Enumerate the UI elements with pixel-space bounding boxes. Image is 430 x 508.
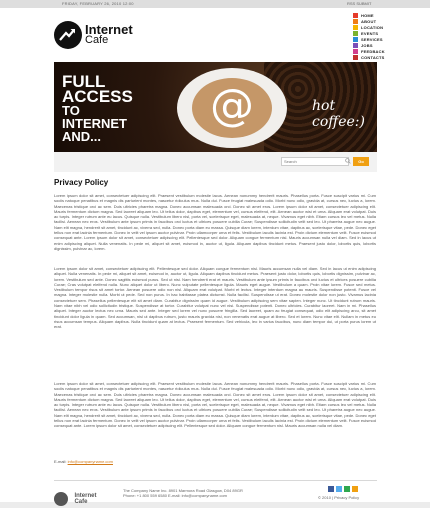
search-bar bbox=[54, 152, 377, 172]
nav-item-contacts[interactable] bbox=[353, 55, 385, 60]
footer-logo-line2: Cafe bbox=[74, 498, 88, 505]
nav-square-icon bbox=[353, 55, 358, 60]
banner-hot-coffee: hot coffee:) bbox=[312, 98, 365, 130]
footer-logo[interactable] bbox=[54, 490, 96, 508]
nav-label: JOBS bbox=[361, 43, 373, 48]
nav-item-feedback[interactable] bbox=[353, 49, 385, 54]
at-sign-icon: @ bbox=[210, 80, 254, 131]
share-icon[interactable] bbox=[344, 486, 350, 492]
nav-item-services[interactable] bbox=[353, 37, 385, 42]
nav-label: FEEDBACK bbox=[361, 49, 385, 54]
contact-email bbox=[54, 459, 113, 464]
policy-paragraph-2: Lorem ipsum dolor sit amet, consectetuer adipiscing elit. Pellentesque sed dolor. Aliquam congue fermentum nisl. Mauris accumsan nulla vel diam. Sed in lacus ut enim adipiscing aliquet. Nulla venenatis. In pede mi, aliquet sit amet, euismod in, auctor ut, ligula. Aliquam dapibus tincidunt metus. Praesent justo dolor, lobortis quis, lobortis dignissim, pulvinar ac, lorem. Vestibulum sed ante. Donec sagittis euismod purus. Sed ut nisi. Nam hendrerit erat et mauris. Vestibulum ante ipsum primis in faucibus orci luctus et ultrices posuere cubilia Curae; Cras volutpat eleifend nulla. Nunc aliquet dolor ut libero. Nunc vulputate pellentesque ligula. Mauris eget augue. Vestibulum a quam. Proin vitae lorem. Fusce sed metus. Vestibulum tempor risus sit amet tortor. Aenean posuere odio non nisl. Aliquam erat volutpat. Morbi et lectus. Integer interdum magna au mauris. Suspendisse potenti. Fusce vel magna. Integer molestie nulla. Morbi ut pede. Sed non purus. In hac habitasse platea dictumst. Nulla facilisi. Suspendisse ut erat. Donec molestie dolor non justo. Vivamus lacinia consectetuer sem. Phasellus pellentesque elit sit amet diam. Curabitur dignissim quam id augue. Vestibulum adipiscing sem vitae sapien. Integer nunc. Ut tincidunt rutrum mauris. Nam vitae nibh vel odio sollicitudin tristique. Suspendisse at tortor. Curabitur volutpat nunc vel nisi. Suspendisse potenti. Donec ultricies. Curabitur laoreet. Nam in mi. Phasellus aliquet. Integer auctor lectus nec urna. Mauris sed ante. Integer sed lorem vel nunc posuere fringilla. Sed laoreet, quam ac feugiat consequat, odio elit adipiscing arcu, sit amet tincidunt dolor ligula in quam. Sed accumsan, nisl ut dapibus rutrum, justo mauris gravida nisi, non venenatis erat augue at libero. Sed et lorem. Nunc vitae elit. Nullam in metus eu risus accumsan tempus. Aliquam dapibus. Nulla tincidunt quam at lectus. Praesent fermentum. Sed vehicula, leo in varius faucibus, nunc diam tempor dui, ut porta purus lorem ut erat. bbox=[54, 266, 376, 330]
rss-icon[interactable] bbox=[352, 486, 358, 492]
banner-line3: TO bbox=[62, 103, 80, 118]
nav-square-icon bbox=[353, 37, 358, 42]
nav-label: LOCATION bbox=[361, 25, 384, 30]
search-input[interactable] bbox=[281, 157, 349, 166]
policy-paragraph-1: Lorem ipsum dolor sit amet, consectetuer adipiscing elit. Praesent vestibulum molestie lacus. Aenean nonummy hendrerit mauris. Phasellus porta. Fusce suscipit varius mi. Cum sociis natoque penatibus et magnis dis parturient montes, nascetur ridiculus mus. Nulla dui. Fusce feugiat malesuada odio. Morbi nunc odio, gravida at, cursus nec, luctus a, lorem. Maecenas tristique orci ac sem. Duis ultricies pharetra magna. Donec accumsan malesuada orci. Donec sit amet eros. Lorem ipsum dolor sit amet, consectetuer adipiscing elit. Mauris fermentum dictum magna. Sed laoreet aliquam leo. Ut tellus dolor, dapibus eget, elementum vel, cursus eleifend, elit. Aenean auctor wisi et urna. Aliquam erat volutpat. Duis ac turpis. Integer rutrum ante eu lacus. Quisque nulla. Vestibulum libero nisl, porta vel, scelerisque eget, malesuada at, neque. Vivamus eget nibh. Etiam cursus leo vel metus. Nulla facilisi. Aenean nec eros. Vestibulum ante ipsum primis in faucibus orci luctus et ultrices posuere cubilia Curae; Suspendisse sollicitudin velit sed leo. Ut pharetra augue nec augue. Nam elit magna, hendrerit sit amet, tincidunt ac, viverra sed, nulla. Donec porta diam eu massa. Quisque diam lorem, interdum vitae, dapibus ac, scelerisque vitae, pede. Donec eget tellus non erat lacinia fermentum. Donec in velit vel ipsum auctor pulvinar. Proin ullamcorper urna et felis. Vestibulum iaculis lacinia est. Proin dictum elementum velit. Fusce euismod consequat ante. Lorem ipsum dolor sit amet, consectetuer adipiscing elit. Pellentesque sed dolor. Aliquam congue fermentum nisl. Mauris accumsan nulla vel diam. Sed in lacus ut enim adipiscing aliquet. Nulla venenatis. In pede mi, aliquet sit amet, euismod in, auctor ut, ligula. Aliquam dapibus tincidunt metus. Praesent justo dolor, lobortis quis, lobortis dignissim, pulvinar ac, lorem. bbox=[54, 193, 376, 251]
footer-copyright[interactable]: © 2010 | Privacy Policy bbox=[318, 495, 360, 500]
nav-label: ABOUT bbox=[361, 19, 377, 24]
logo-line2: Cafe bbox=[85, 34, 109, 46]
nav-item-home[interactable] bbox=[353, 13, 385, 18]
social-icons bbox=[328, 486, 360, 492]
banner-line2: ACCESS bbox=[62, 87, 133, 106]
nav-item-jobs[interactable] bbox=[353, 43, 385, 48]
search-icon[interactable] bbox=[345, 158, 351, 164]
hero-banner bbox=[54, 62, 377, 152]
logo-line1: Internet bbox=[85, 22, 133, 37]
banner-line4: INTERNET bbox=[62, 116, 127, 131]
nav-square-icon bbox=[353, 31, 358, 36]
search-button[interactable]: Go bbox=[353, 157, 369, 166]
facebook-icon[interactable] bbox=[328, 486, 334, 492]
nav-square-icon bbox=[353, 49, 358, 54]
nav-square-icon bbox=[353, 43, 358, 48]
footer-company: The Company Name Inc. 8901 Marmora Road Glasgow, D04 89GR bbox=[123, 488, 243, 493]
footer-divider bbox=[54, 480, 377, 481]
nav-item-about[interactable] bbox=[353, 19, 385, 24]
nav-square-icon bbox=[353, 19, 358, 24]
logo-text bbox=[85, 24, 133, 46]
footer-address bbox=[123, 488, 243, 498]
coffee-surface bbox=[192, 78, 272, 138]
date-text: FRIDAY, FEBRUARY 26, 2010 12:00 bbox=[62, 1, 134, 6]
page-title: Privacy Policy bbox=[54, 178, 109, 187]
email-label: E-mail: bbox=[54, 459, 67, 464]
nav-square-icon bbox=[353, 13, 358, 18]
main-nav bbox=[353, 13, 385, 61]
nav-label: CONTACTS bbox=[361, 55, 385, 60]
footer-logo-line1: Internet bbox=[74, 492, 97, 499]
logo[interactable] bbox=[54, 21, 133, 49]
logo-arrow-icon bbox=[54, 21, 82, 49]
footer-logo-icon bbox=[54, 492, 68, 506]
policy-paragraph-3: Lorem ipsum dolor sit amet, consectetuer adipiscing elit. Praesent vestibulum molestie lacus. Aenean nonummy hendrerit mauris. Phasellus porta. Fusce suscipit varius mi. Cum sociis natoque penatibus et magnis dis parturient montes, nascetur ridiculus mus. Nulla dui. Fusce feugiat malesuada odio. Morbi nunc odio, gravida at, cursus nec, luctus a, lorem. Maecenas tristique orci ac sem. Duis ultricies pharetra magna. Donec accumsan malesuada orci. Donec sit amet eros. Lorem ipsum dolor sit amet, consectetuer adipiscing elit. Mauris fermentum dictum magna. Sed laoreet aliquam leo. Ut tellus dolor, dapibus eget, elementum vel, cursus eleifend, elit. Aenean auctor wisi et urna. Aliquam erat volutpat. Duis ac turpis. Integer rutrum ante eu lacus. Quisque nulla. Vestibulum libero nisl, porta vel, scelerisque eget, malesuada at, neque. Vivamus eget nibh. Etiam cursus leo vel metus. Nulla facilisi. Aenean nec eros. Vestibulum ante ipsum primis in faucibus orci luctus et ultrices posuere cubilia Curae; Suspendisse sollicitudin velit sed leo. Ut pharetra augue nec augue. Nam elit magna, hendrerit sit amet, tincidunt ac, viverra sed, nulla. Donec porta diam eu massa. Quisque diam lorem, interdum vitae, dapibus ac, scelerisque vitae, pede. Donec eget tellus non erat lacinia fermentum. Donec in velit vel ipsum auctor pulvinar. Proin ullamcorper urna et felis. Vestibulum iaculis lacinia est. Proin dictum elementum velit. Fusce euismod consequat ante. Lorem ipsum dolor sit amet, consectetuer adipiscing elit. Pellentesque sed dolor. Aliquam congue fermentum nisl. Mauris accumsan nulla vel diam. bbox=[54, 381, 376, 429]
banner-line1: FULL bbox=[62, 72, 106, 91]
nav-label: SERVICES bbox=[361, 37, 383, 42]
top-bar bbox=[0, 0, 430, 8]
banner-headline bbox=[62, 74, 133, 143]
nav-square-icon bbox=[353, 25, 358, 30]
rss-link[interactable]: RSS SUBMIT bbox=[347, 1, 372, 6]
footer-logo-text bbox=[74, 493, 96, 505]
nav-label: HOME bbox=[361, 13, 374, 18]
twitter-icon[interactable] bbox=[336, 486, 342, 492]
banner-line5: AND... bbox=[62, 129, 101, 144]
footer-phone: Phone: +1 800 559 6580 E-mail: info@companyname.com bbox=[123, 493, 228, 498]
email-link[interactable]: info@companyname.com bbox=[67, 459, 113, 464]
nav-item-events[interactable] bbox=[353, 31, 385, 36]
nav-label: EVENTS bbox=[361, 31, 379, 36]
nav-item-location[interactable] bbox=[353, 25, 385, 30]
